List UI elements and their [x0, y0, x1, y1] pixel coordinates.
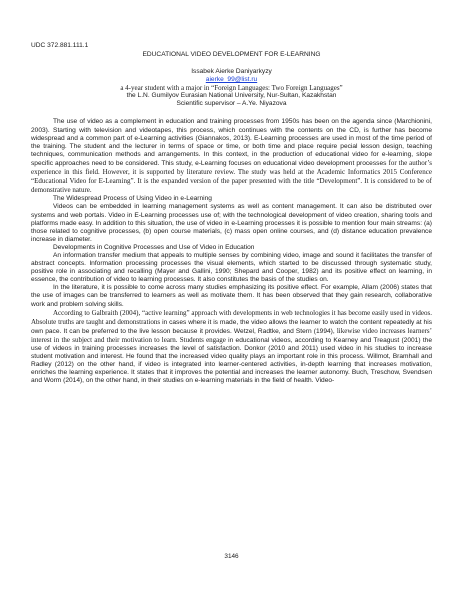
paragraph-active-learning-part-1: According to Galbraith (2004), “active learning” approach with developments in web technologies it has become easily used in videos. Absolute truths are taught and demonstrations — [31, 308, 432, 326]
paragraph-intro — [31, 118, 432, 195]
paragraph-intro-part-1: The use of video as a complement in education and training processes from 1950s has been on the agenda since (Marchionini, 2003). Starting with television and videotapes, this process, which continues with the contents on the CD, is further has become widespread and a common part of e-Learning activities (Giannakos, 2013). E-Learning processes are used in most of the time period of the training. The student and the lecturer in terms of space or time, or both time and place require pecial lesson design, teaching techniques, communication methods and arrangements. In this context, in the production of educational video for e-learning, slope specific approaches need to be considered. This study, e-Learning focuses on educational video development processes — [31, 118, 432, 167]
affiliation-line-1: a 4-year student with a major in “Foreign Languages: Two Foreign Languages” — [120, 84, 343, 93]
udc-code: UDC 372.881.111.1 — [31, 42, 89, 49]
paragraph-active-learning-part-3: likewise video increases learners’ interest in the subject and their motivation to learn. Students engage — [31, 326, 432, 344]
scientific-supervisor: Scientific supervisor – A.Ye. Niyazova — [176, 100, 287, 108]
author-name: Issabek Aierke Daniyarkyzy — [191, 68, 272, 75]
paragraph-information-transfer: An information transfer medium that appeals to multiple senses by combining video, image and sound it facilitates the transfer of abstract concepts. Information processing processes the visual elements, which started to be discussed through systematic study, positive role in associating and recalling (Mayer and Gallini, 1990; Shepard and Cooper, 1982) and its positive effect on learning, in essence, the contribution of video to learning processes. It also constitutes the basis of the studies on. — [31, 251, 432, 284]
paragraph-active-learning-part-4: in educational videos, according to Kearney and Treagust (2001) the use of videos in training processes increases the level of satisfaction. Donkor (2010 and 2011) used video in his studies to increase student motivation and interest. He found that the increased video quality plays an important role in this process. Willmot, Bramhall and Radley (2012) on the other hand, if video is integrated into learner-centered activities, in-depth learning that increases motivation, enriches the learning experience. It states that it improves the potential and increases the learner autonomy. Buch, Treschow, Svendsen and Worm (2014), on the other hand, in their studies on e-learning materials in the field of health. Video- — [31, 336, 433, 385]
section-heading-cognitive-processes: Developments in Cognitive Processes and Use of Video in Education — [53, 243, 255, 251]
author-block — [31, 68, 432, 108]
paper-title: EDUCATIONAL VIDEO DEVELOPMENT FOR E-LEARNING — [142, 51, 321, 58]
paper-body — [31, 118, 432, 385]
paragraph-literature: In the literature, it is possible to come across many studies emphasizing its positive effect. For example, Allam (2006) states that the use of images can be transferred to learners as well as motivate them. It has been observed that they gain research, collaborative work and problem solving skills. — [31, 284, 432, 308]
paragraph-active-learning — [31, 309, 432, 386]
paragraph-active-learning-part-2: in cases where it is made, the video allows the learner to watch the content repeatedly at his own pace. It can be preferred to the live lesson because it provides. Wetzel, Radtke, and Stern (1994), — [31, 318, 432, 335]
author-email-link[interactable]: aierke_99@list.ru — [205, 76, 258, 84]
paragraph-intro-part-2: for the author’s experience in this field. However, it is supported by literature review. The study was held at the Academic Informatics 2015 Conference “Educational Video for E-Learning”. It is the expanded version of the paper presented with the title “Development”. It is considered to be of demonstrative nature. — [31, 158, 432, 195]
page-number: 3146 — [224, 553, 239, 560]
section-heading-widespread-process: The Widespread Process of Using Video in e-Learning — [53, 195, 212, 203]
affiliation-line-2: the L.N. Gumilyov Eurasian National University, Nur-Sultan, Kazakhstan — [126, 92, 337, 100]
paragraph-video-embedding: Videos can be embedded in learning management systems as well as content management. It can also be distributed over systems and web portals. Video in E-Learning processes use of; with the technological development of video creation, sharing tools and platforms made easy. In addition to this situation, the use of video in e-Learning processes it is possible to mention four main streams: (a) those related to cognitive processes, (b) open course materials, (c) mass open online courses, and (d) distance education prevalence increase in diameter. — [31, 203, 432, 243]
